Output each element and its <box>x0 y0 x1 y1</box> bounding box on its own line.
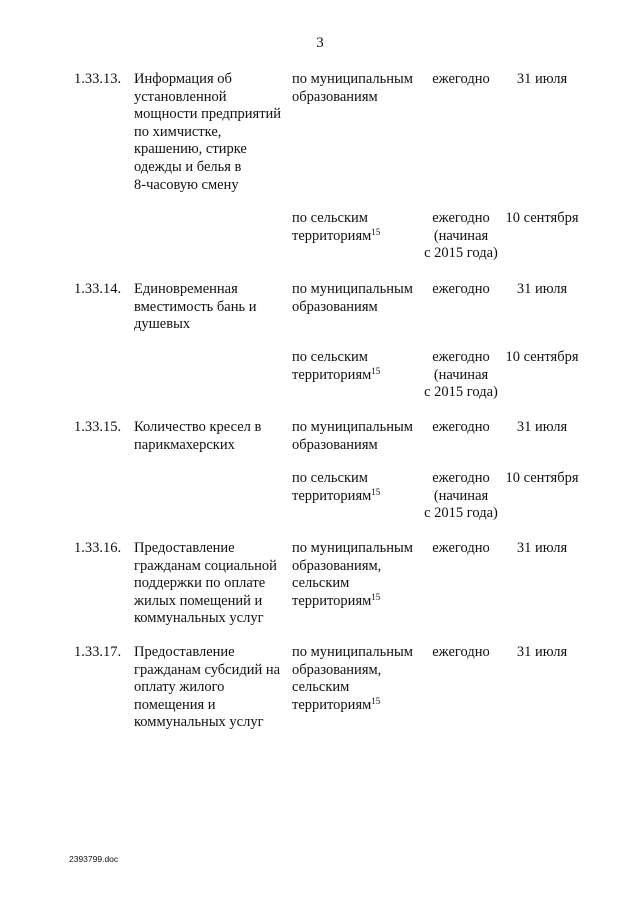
frequency: ежегодно <box>432 540 490 556</box>
item-number: 1.33.14. <box>74 281 122 297</box>
breakdown-level: по муниципальным образованиям <box>292 419 413 453</box>
document-filename: 2393799.doc <box>69 854 119 864</box>
footnote-ref: 15 <box>371 486 381 497</box>
item-number: 1.33.16. <box>74 540 122 556</box>
breakdown-level: по муниципальным образованиям <box>292 71 413 105</box>
breakdown-level: по муниципальным образованиям, сельским территориям$^{15}$ <box>292 540 413 609</box>
frequency: ежегодно <box>432 71 490 87</box>
footnote-ref: 15 <box>371 365 381 376</box>
indicator-name: Количество кресел в парикмахерских <box>134 419 262 453</box>
breakdown-level: по сельским территориям$^{15}$ <box>292 470 381 504</box>
frequency: ежегодно <box>432 419 490 435</box>
footnote-ref: 15 <box>371 226 381 237</box>
deadline: 31 июля <box>516 281 568 297</box>
indicator-name: Информация об установленной мощности предприятий по химчистке, крашению, стирке одежды и белья в 8-часовую смену <box>134 71 282 193</box>
page-number: 3 <box>316 35 324 51</box>
deadline: 31 июля <box>516 644 568 660</box>
frequency: ежегодно (начиная с 2015 года) <box>424 470 498 522</box>
breakdown-level: по сельским территориям$^{15}$ <box>292 210 381 244</box>
deadline: 31 июля <box>516 540 568 556</box>
frequency: ежегодно <box>432 644 490 660</box>
footnote-ref: 15 <box>371 591 381 602</box>
breakdown-level: по муниципальным образованиям, сельским территориям$^{15}$ <box>292 644 413 713</box>
item-number: 1.33.13. <box>74 71 122 87</box>
indicator-name: Предоставление гражданам социальной поддержки по оплате жилых помещений и коммунальных услуг <box>134 540 277 627</box>
item-number: 1.33.15. <box>74 419 122 435</box>
frequency: ежегодно (начиная с 2015 года) <box>424 210 498 262</box>
breakdown-level: по муниципальным образованиям <box>292 281 413 315</box>
breakdown-level: по сельским территориям$^{15}$ <box>292 349 381 383</box>
frequency: ежегодно <box>432 281 490 297</box>
footnote-ref: 15 <box>371 695 381 706</box>
item-number: 1.33.17. <box>74 644 122 660</box>
deadline: 31 июля <box>516 71 568 87</box>
deadline: 10 сентября <box>505 470 579 486</box>
deadline: 10 сентября <box>505 349 579 365</box>
indicator-name: Предоставление гражданам субсидий на оплату жилого помещения и коммунальных услуг <box>134 644 281 731</box>
frequency: ежегодно (начиная с 2015 года) <box>424 349 498 401</box>
deadline: 31 июля <box>516 419 568 435</box>
indicator-name: Единовременная вместимость бань и душевых <box>134 281 257 333</box>
deadline: 10 сентября <box>505 210 579 226</box>
